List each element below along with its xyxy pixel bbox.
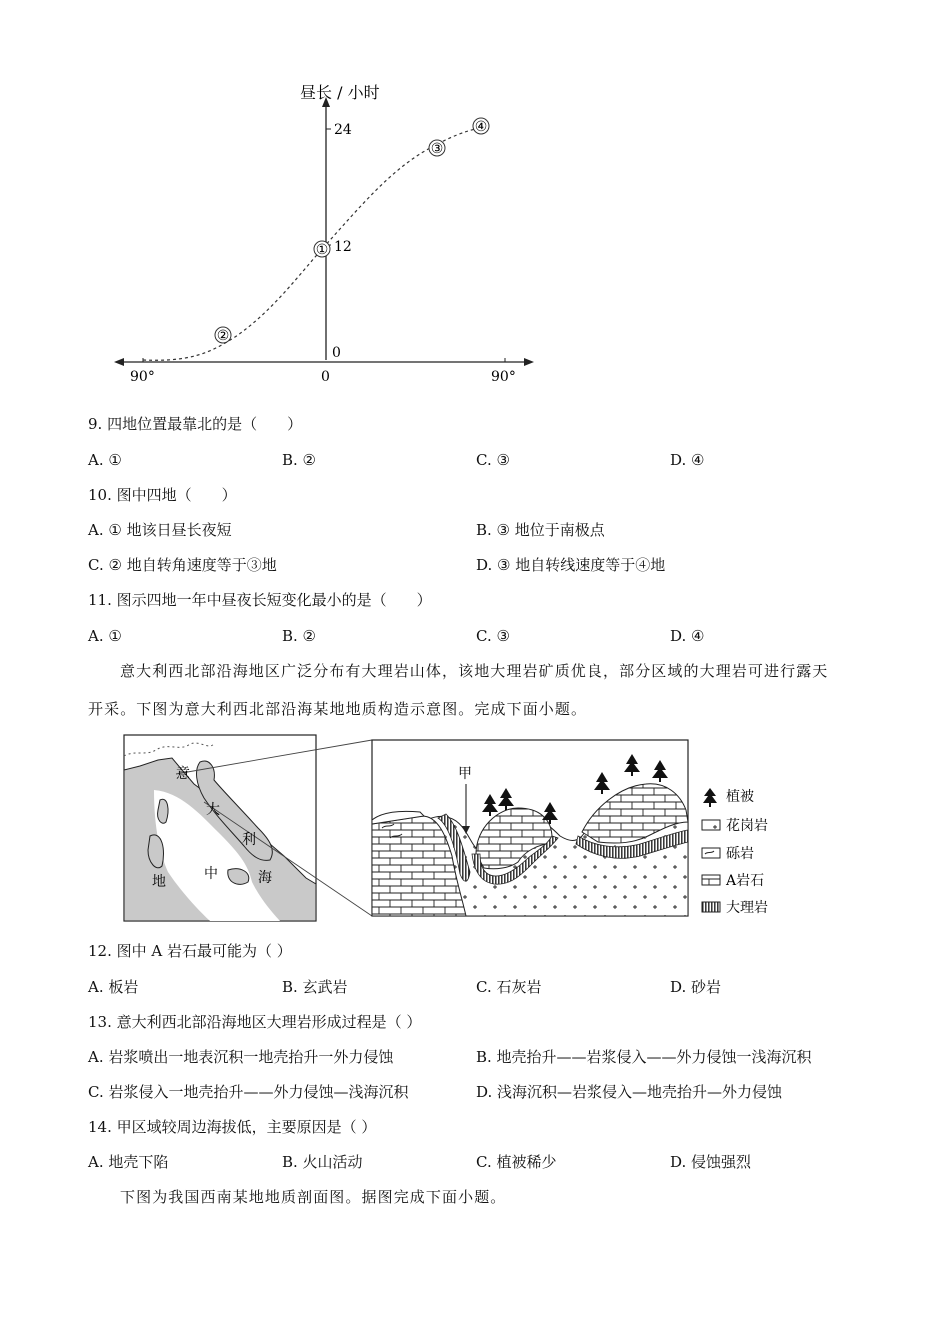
italy-geology-figure xyxy=(120,732,780,924)
passage-italy-line2: 开采。下图为意大利西北部沿海某地地质构造示意图。完成下面小题。 xyxy=(88,700,588,718)
question-13-option-c[interactable]: C. 岩浆侵入一地壳抬升——外力侵蚀—浅海沉积 xyxy=(88,1083,409,1101)
question-12-option-b[interactable]: B. 玄武岩 xyxy=(282,978,348,996)
x-tick-right-90: 90° xyxy=(491,369,516,385)
question-13-option-a[interactable]: A. 岩浆喷出一地表沉积一地壳抬升一外力侵蚀 xyxy=(88,1048,394,1066)
y-axis-label: 昼长 / 小时 xyxy=(300,83,380,102)
question-14-option-c[interactable]: C. 植被稀少 xyxy=(476,1153,557,1171)
point-4 xyxy=(473,118,489,135)
question-14-stem: 14. 甲区域较周边海拔低，主要原因是（ ） xyxy=(88,1118,377,1136)
map-label-zhong: 中 xyxy=(204,866,218,882)
point-1 xyxy=(314,241,330,258)
legend-rock-a: A岩石 xyxy=(726,873,765,889)
question-14-option-a[interactable]: A. 地壳下陷 xyxy=(88,1153,169,1171)
question-14-option-d[interactable]: D. 侵蚀强烈 xyxy=(670,1153,752,1171)
question-12-option-a[interactable]: A. 板岩 xyxy=(88,978,139,996)
question-10-option-d[interactable]: D. ③ 地自转线速度等于④地 xyxy=(476,556,666,574)
question-10-option-c[interactable]: C. ② 地自转角速度等于③地 xyxy=(88,556,277,574)
question-11-option-c[interactable]: C. ③ xyxy=(476,627,510,645)
question-9-stem: 9. 四地位置最靠北的是（ ） xyxy=(88,415,303,433)
section-legend xyxy=(702,788,768,916)
question-14-option-b[interactable]: B. 火山活动 xyxy=(282,1153,363,1171)
question-9-option-d[interactable]: D. ④ xyxy=(670,451,705,469)
passage-italy-line1: 意大利西北部沿海地区广泛分布有大理岩山体，该地大理岩矿质优良，部分区域的大理岩可进行露天 xyxy=(120,662,829,680)
question-11-option-d[interactable]: D. ④ xyxy=(670,627,705,645)
question-12-option-c[interactable]: C. 石灰岩 xyxy=(476,978,542,996)
svg-text:③: ③ xyxy=(430,141,444,157)
geologic-cross-section xyxy=(372,740,688,916)
italy-map xyxy=(124,735,372,921)
map-label-di: 地 xyxy=(152,874,166,890)
day-length-chart xyxy=(100,75,550,395)
question-9-option-a[interactable]: A. ① xyxy=(88,451,122,469)
section-label-jia: 甲 xyxy=(458,766,472,782)
map-label-li: 利 xyxy=(242,832,256,848)
question-13-option-d[interactable]: D. 浅海沉积—岩浆侵入—地壳抬升—外力侵蚀 xyxy=(476,1083,783,1101)
passage-final: 下图为我国西南某地地质剖面图。据图完成下面小题。 xyxy=(120,1188,507,1206)
question-12-stem: 12. 图中 A 岩石最可能为（ ） xyxy=(88,942,292,960)
legend-marble: 大理岩 xyxy=(726,900,768,916)
question-11-option-b[interactable]: B. ② xyxy=(282,627,317,645)
question-9-option-c[interactable]: C. ③ xyxy=(476,451,510,469)
map-label-yi: 意 xyxy=(176,766,190,782)
y-tick-12: 12 xyxy=(334,239,352,255)
svg-text:①: ① xyxy=(315,242,329,258)
question-12-option-d[interactable]: D. 砂岩 xyxy=(670,978,722,996)
question-9-option-b[interactable]: B. ② xyxy=(282,451,317,469)
legend-granite: 花岗岩 xyxy=(726,818,768,834)
legend-conglomerate: 砾岩 xyxy=(726,846,754,862)
y-tick-24: 24 xyxy=(334,122,352,138)
map-label-hai: 海 xyxy=(258,870,272,886)
x-tick-left-90: 90° xyxy=(130,369,155,385)
day-length-curve xyxy=(143,128,480,360)
question-10-stem: 10. 图中四地（ ） xyxy=(88,486,237,504)
point-3 xyxy=(429,140,445,157)
map-label-da: 大 xyxy=(206,802,220,818)
svg-text:②: ② xyxy=(216,328,230,344)
question-11-option-a[interactable]: A. ① xyxy=(88,627,122,645)
question-11-stem: 11. 图示四地一年中昼夜长短变化最小的是（ ） xyxy=(88,591,432,609)
question-10-option-b[interactable]: B. ③ 地位于南极点 xyxy=(476,521,605,539)
question-13-stem: 13. 意大利西北部沿海地区大理岩形成过程是（ ） xyxy=(88,1013,422,1031)
question-10-option-a[interactable]: A. ① 地该日昼长夜短 xyxy=(88,521,232,539)
question-13-option-b[interactable]: B. 地壳抬升——岩浆侵入——外力侵蚀一浅海沉积 xyxy=(476,1048,812,1066)
svg-text:④: ④ xyxy=(474,119,488,135)
point-2 xyxy=(215,327,231,344)
legend-vegetation: 植被 xyxy=(726,789,754,805)
y-tick-0: 0 xyxy=(332,345,341,361)
x-tick-zero: 0 xyxy=(321,369,330,385)
